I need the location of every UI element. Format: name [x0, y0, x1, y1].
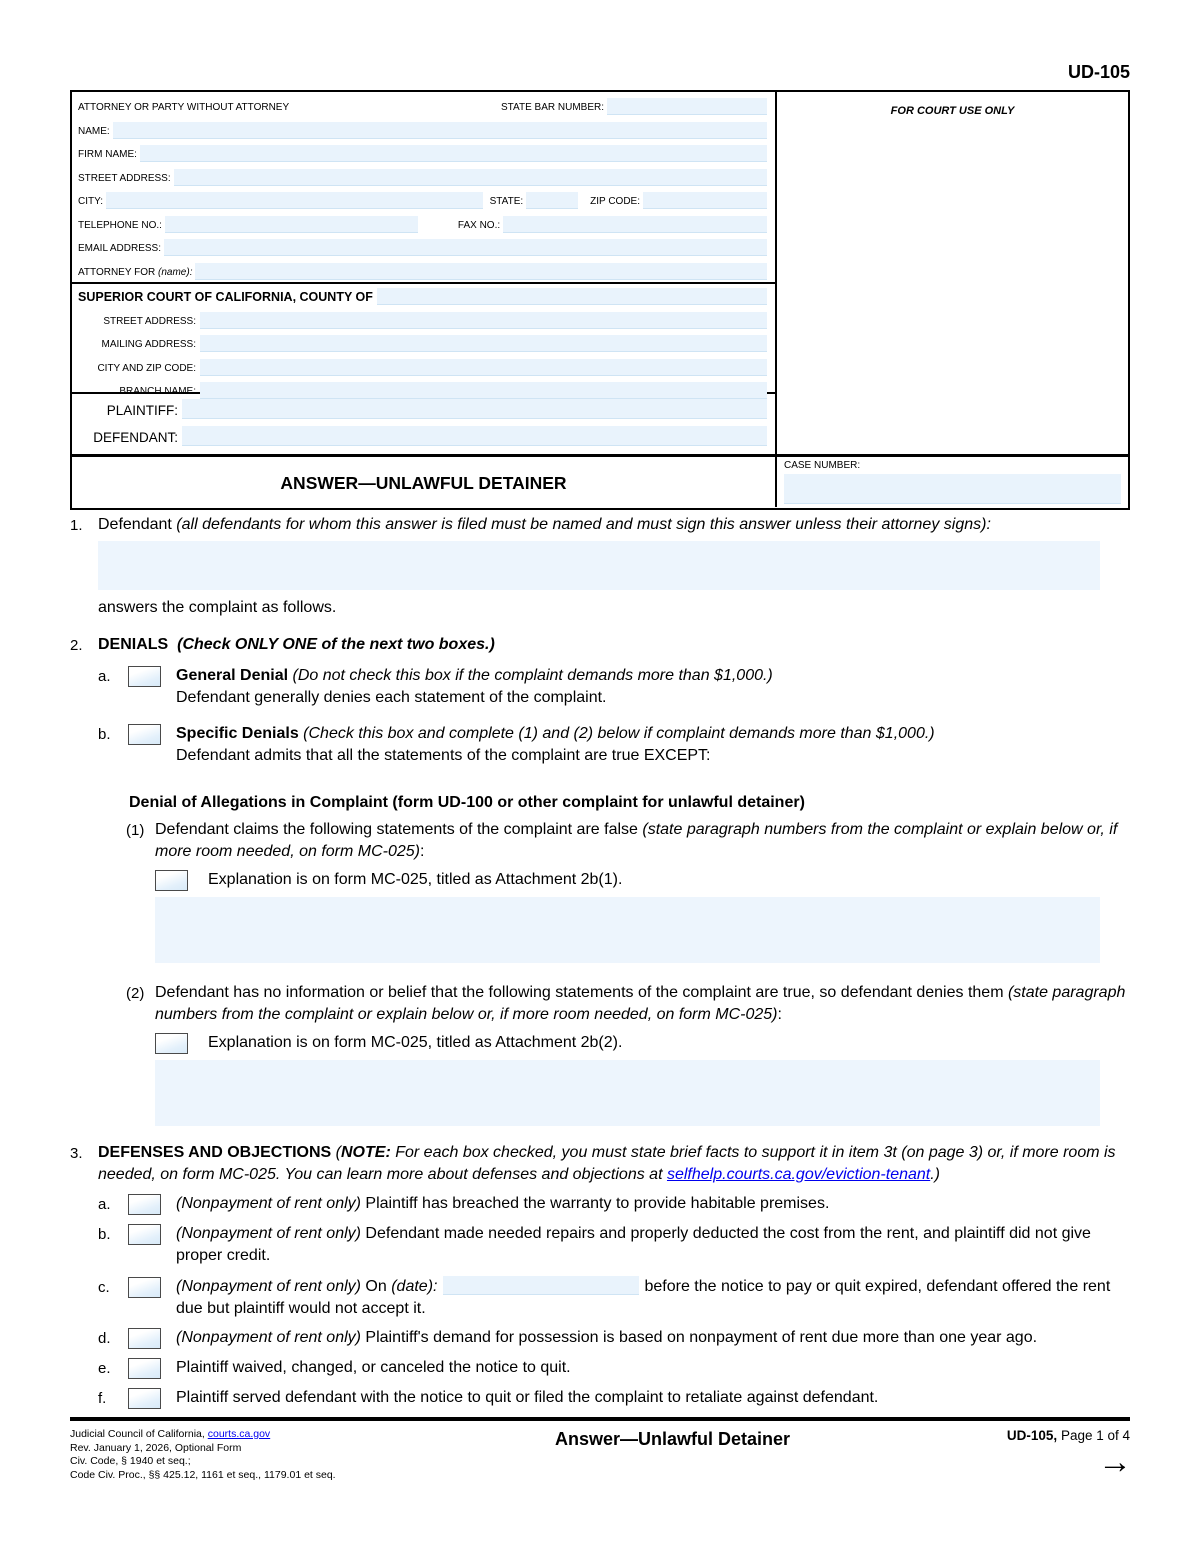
explanation-2b2-label: Explanation is on form MC-025, titled as Attachment 2b(2).	[208, 1034, 623, 1051]
case-number-input[interactable]	[784, 474, 1121, 504]
email-label: EMAIL ADDRESS:	[78, 243, 161, 254]
defense-item-c	[98, 1276, 1130, 1320]
defense-c-text: (Nonpayment of rent only) On (date): before the notice to pay or quit expired, defendant offered the rent due but plaintiff would not accept it.	[176, 1278, 1111, 1317]
defense-a-checkbox[interactable]	[128, 1194, 161, 1215]
specific-denials-checkbox[interactable]	[128, 724, 161, 745]
item-3-number: 3.	[70, 1145, 83, 1162]
court-mailing-input[interactable]	[200, 335, 767, 352]
defense-a-text: (Nonpayment of rent only) Plaintiff has breached the warranty to provide habitable premises.	[176, 1195, 830, 1212]
party-block	[72, 392, 775, 450]
state-bar-label: STATE BAR NUMBER:	[501, 102, 604, 113]
denial-false-statements-textarea[interactable]	[155, 897, 1100, 963]
zip-code-input[interactable]	[643, 192, 767, 209]
item-3-heading: DEFENSES AND OBJECTIONS (NOTE: For each box checked, you must state brief facts to support it in item 3t (on page 3) or, if more room is needed, on form MC-025. You can learn more about defenses and objections at selfhelp.courts.ca.gov/eviction-tenant.)	[98, 1144, 1116, 1183]
firm-name-label: FIRM NAME:	[78, 149, 137, 160]
court-use-label: FOR COURT USE ONLY	[890, 105, 1015, 117]
form-body	[70, 514, 1130, 1410]
next-page-arrow-icon: →	[1098, 1443, 1130, 1481]
superior-court-heading: SUPERIOR COURT OF CALIFORNIA, COUNTY OF	[78, 290, 373, 304]
item-2a	[98, 665, 1130, 709]
item-2b-letter: b.	[98, 726, 111, 743]
attorney-for-label: ATTORNEY FOR (name):	[78, 266, 193, 278]
offer-date-input[interactable]	[443, 1276, 639, 1295]
state-bar-input[interactable]	[607, 98, 767, 115]
item-3	[70, 1142, 1130, 1410]
city-label: CITY:	[78, 196, 104, 207]
defense-d-text: (Nonpayment of rent only) Plaintiff's demand for possession is based on nonpayment of rent due more than one year ago.	[176, 1329, 1038, 1346]
form-number: UD-105	[1067, 62, 1130, 82]
footer-title: Answer—Unlawful Detainer	[554, 1429, 791, 1449]
fax-input[interactable]	[503, 216, 767, 233]
court-street-input[interactable]	[200, 312, 767, 329]
denial-no-belief-textarea[interactable]	[155, 1060, 1100, 1126]
court-use-box	[775, 92, 1128, 454]
plaintiff-label: PLAINTIFF:	[106, 403, 178, 418]
item-1	[70, 514, 1130, 619]
attorney-block	[72, 92, 775, 282]
defense-d-letter: d.	[98, 1330, 111, 1347]
item-2b2-text: Defendant has no information or belief that the following statements of the complaint are true, so defendant denies them (state paragraph numbers from the complaint or explain below or, if more room needed, on form MC-025):	[155, 984, 1126, 1023]
explanation-2b1-checkbox[interactable]	[155, 870, 188, 891]
firm-name-input[interactable]	[140, 145, 767, 162]
item-2a-text: General Denial (Do not check this box if the complaint demands more than $1,000.) Defendant generally denies each statement of the complaint.	[176, 667, 773, 706]
telephone-label: TELEPHONE NO.:	[78, 219, 162, 231]
item-1-text: Defendant (all defendants for whom this answer is filed must be named and must sign this answer unless their attorney signs):	[98, 516, 991, 533]
zip-code-label: ZIP CODE:	[590, 196, 640, 207]
state-input[interactable]	[526, 192, 578, 209]
general-denial-checkbox[interactable]	[128, 666, 161, 687]
defense-b-text: (Nonpayment of rent only) Defendant made needed repairs and properly deducted the cost from the rent, and plaintiff did not give proper credit.	[176, 1225, 1091, 1264]
defense-c-letter: c.	[98, 1279, 110, 1296]
plaintiff-input[interactable]	[182, 399, 767, 419]
case-number-label: CASE NUMBER:	[784, 460, 861, 471]
court-city-zip-input[interactable]	[200, 359, 767, 376]
defense-item-a	[98, 1193, 1130, 1216]
defense-c-checkbox[interactable]	[128, 1277, 161, 1298]
defense-item-b	[98, 1223, 1130, 1267]
court-mailing-label: MAILING ADDRESS:	[101, 339, 196, 350]
email-input[interactable]	[164, 239, 767, 256]
county-input[interactable]	[377, 288, 767, 305]
court-city-zip-label: CITY AND ZIP CODE:	[97, 362, 196, 374]
court-street-label: STREET ADDRESS:	[103, 315, 196, 327]
name-label: NAME:	[78, 125, 110, 137]
defendant-label: DEFENDANT:	[93, 429, 178, 445]
defense-d-checkbox[interactable]	[128, 1328, 161, 1349]
street-address-input[interactable]	[174, 169, 767, 186]
defense-a-letter: a.	[98, 1196, 111, 1213]
item-2b1	[98, 819, 1130, 963]
explanation-2b2-checkbox[interactable]	[155, 1033, 188, 1054]
item-2b2-number: (2)	[126, 985, 145, 1002]
form-header-box	[70, 90, 1130, 510]
defense-item-f	[98, 1387, 1130, 1410]
defense-e-letter: e.	[98, 1360, 111, 1377]
item-2	[70, 634, 1130, 1126]
form-title: ANSWER—UNLAWFUL DETAINER	[280, 473, 567, 493]
item-1-after: answers the complaint as follows.	[98, 599, 337, 616]
defendant-names-textarea[interactable]	[98, 541, 1100, 590]
item-2b2	[98, 982, 1130, 1126]
defense-f-text: Plaintiff served defendant with the notice to quit or filed the complaint to retaliate against defendant.	[176, 1389, 879, 1406]
item-2-heading: DENIALS (Check ONLY ONE of the next two boxes.)	[98, 636, 495, 653]
defense-e-checkbox[interactable]	[128, 1358, 161, 1379]
street-address-label: STREET ADDRESS:	[78, 172, 171, 184]
court-branch-input[interactable]	[200, 382, 767, 399]
defense-f-checkbox[interactable]	[128, 1388, 161, 1409]
defense-item-e	[98, 1357, 1130, 1380]
attorney-heading: ATTORNEY OR PARTY WITHOUT ATTORNEY	[78, 102, 290, 113]
defendant-input[interactable]	[182, 426, 767, 446]
item-2b1-number: (1)	[126, 822, 145, 839]
defense-e-text: Plaintiff waived, changed, or canceled the notice to quit.	[176, 1359, 571, 1376]
defense-b-letter: b.	[98, 1226, 111, 1243]
selfhelp-link[interactable]: selfhelp.courts.ca.gov/eviction-tenant	[666, 1166, 931, 1183]
court-branch-label: BRANCH NAME:	[119, 386, 196, 397]
denial-allegations-heading: Denial of Allegations in Complaint (form UD-100 or other complaint for unlawful detainer)	[129, 794, 805, 811]
fax-label: FAX NO.:	[457, 219, 501, 231]
case-number-box	[775, 457, 1128, 507]
item-2-number: 2.	[70, 637, 83, 654]
form-footer	[70, 1417, 1130, 1482]
city-input[interactable]	[106, 192, 483, 209]
attorney-for-input[interactable]	[195, 263, 767, 280]
item-2b	[98, 723, 1130, 767]
item-2b1-text: Defendant claims the following statements of the complaint are false (state paragraph numbers from the complaint or explain below or, if more room needed, on form MC-025):	[155, 821, 1118, 860]
defense-b-checkbox[interactable]	[128, 1224, 161, 1245]
name-input[interactable]	[113, 122, 767, 139]
state-label: STATE:	[489, 196, 524, 207]
item-2b-text: Specific Denials (Check this box and complete (1) and (2) below if complaint demands more than $1,000.) Defendant admits that all the statements of the complaint are true EXCEPT:	[176, 725, 935, 764]
courts-link[interactable]: courts.ca.gov	[207, 1428, 271, 1440]
explanation-2b1-label: Explanation is on form MC-025, titled as Attachment 2b(1).	[208, 871, 623, 888]
item-2a-letter: a.	[98, 668, 111, 685]
item-1-number: 1.	[70, 517, 83, 534]
telephone-input[interactable]	[165, 216, 418, 233]
defense-item-d	[98, 1327, 1130, 1350]
court-block	[72, 282, 775, 397]
defense-f-letter: f.	[98, 1390, 107, 1407]
footer-right: UD-105, Page 1 of 4 →	[900, 1428, 1130, 1482]
footer-left: Judicial Council of California, courts.ca.gov Rev. January 1, 2026, Optional Form Civ. Code, § 1940 et seq.; Code Civ. Proc., §§ 425.12, 1161 et seq., 1179.01 et seq.	[70, 1428, 336, 1481]
